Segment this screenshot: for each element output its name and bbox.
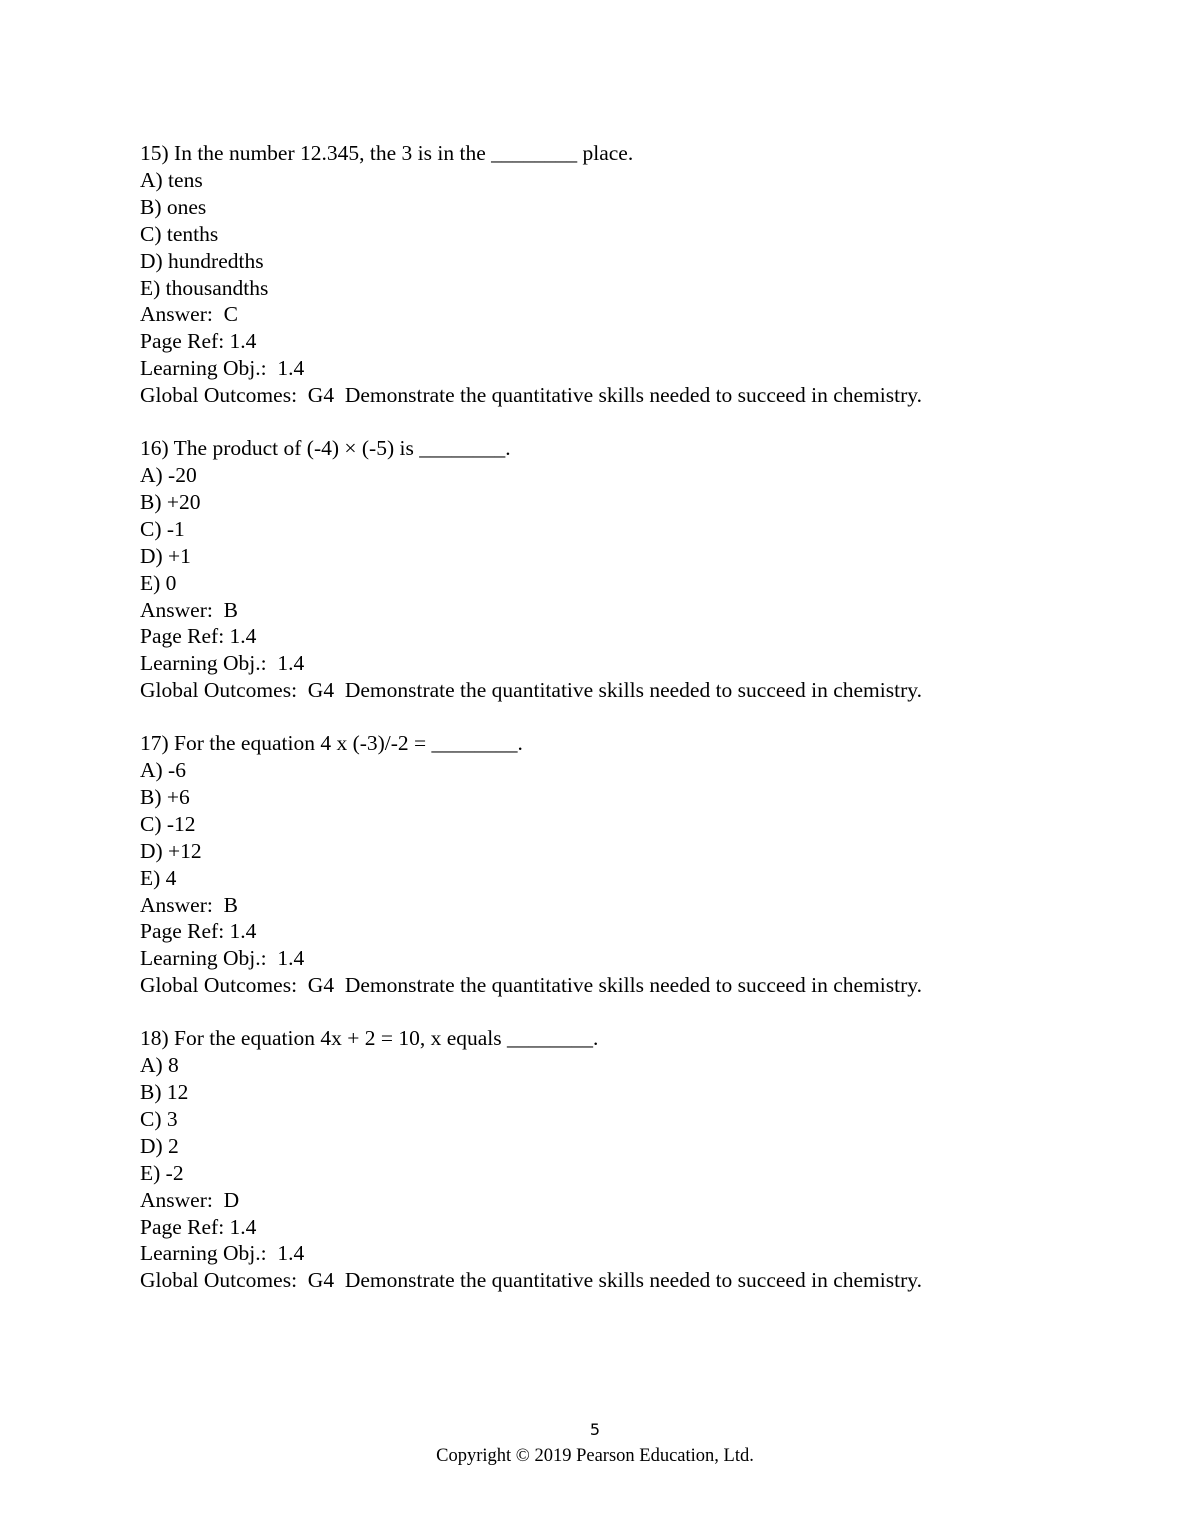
page-ref: Page Ref: 1.4: [140, 919, 257, 944]
choice-e: E) 0: [140, 570, 177, 595]
choice-a: A) -6: [140, 758, 186, 783]
page-number: 5: [589, 1420, 601, 1439]
choice-a: A) tens: [140, 167, 203, 192]
global-outcomes: Global Outcomes: G4 Demonstrate the quantitative skills needed to succeed in chemistry.: [140, 678, 922, 703]
choice-d: D) 2: [140, 1133, 179, 1158]
choice-d: D) hundredths: [140, 248, 264, 273]
answer: Answer: C: [140, 302, 238, 327]
question-stem: 15) In the number 12.345, the 3 is in the ________ place.: [140, 141, 634, 165]
copyright-notice: Copyright © 2019 Pearson Education, Ltd.: [436, 1446, 754, 1466]
choice-c: C) -1: [140, 516, 185, 541]
answer: Answer: D: [140, 1187, 240, 1212]
question-15: [140, 140, 1100, 409]
answer: Answer: B: [140, 597, 238, 622]
learning-obj: Learning Obj.: 1.4: [140, 1241, 305, 1266]
question-stem: 16) The product of (-4) × (-5) is ________.: [140, 436, 511, 461]
choice-c: C) -12: [140, 811, 196, 836]
page-ref: Page Ref: 1.4: [140, 1214, 257, 1239]
answer: Answer: B: [140, 892, 238, 917]
learning-obj: Learning Obj.: 1.4: [140, 651, 305, 676]
question-17: [140, 730, 1100, 999]
choice-e: E) 4: [140, 865, 177, 890]
page-ref: Page Ref: 1.4: [140, 624, 257, 649]
global-outcomes: Global Outcomes: G4 Demonstrate the quantitative skills needed to succeed in chemistry.: [140, 973, 922, 998]
choice-b: B) +20: [140, 489, 201, 514]
choice-b: B) ones: [140, 194, 207, 219]
choice-a: A) 8: [140, 1053, 179, 1078]
question-stem: 18) For the equation 4x + 2 = 10, x equals ________.: [140, 1026, 599, 1051]
question-stem: 17) For the equation 4 x (-3)/-2 = ________.: [140, 731, 523, 756]
question-18: [140, 1025, 1100, 1294]
learning-obj: Learning Obj.: 1.4: [140, 356, 305, 381]
choice-c: C) 3: [140, 1106, 178, 1131]
global-outcomes: Global Outcomes: G4 Demonstrate the quantitative skills needed to succeed in chemistry.: [140, 383, 922, 408]
choice-c: C) tenths: [140, 221, 219, 246]
choice-b: B) 12: [140, 1080, 189, 1104]
question-list: [140, 140, 1100, 1320]
choice-d: D) +1: [140, 543, 191, 568]
global-outcomes: Global Outcomes: G4 Demonstrate the quantitative skills needed to succeed in chemistry.: [140, 1268, 922, 1293]
page-ref: Page Ref: 1.4: [140, 329, 257, 354]
choice-e: E) thousandths: [140, 275, 269, 300]
choice-a: A) -20: [140, 462, 197, 487]
learning-obj: Learning Obj.: 1.4: [140, 946, 305, 971]
choice-e: E) -2: [140, 1160, 184, 1185]
question-16: [140, 435, 1100, 704]
choice-d: D) +12: [140, 838, 202, 863]
choice-b: B) +6: [140, 784, 190, 809]
